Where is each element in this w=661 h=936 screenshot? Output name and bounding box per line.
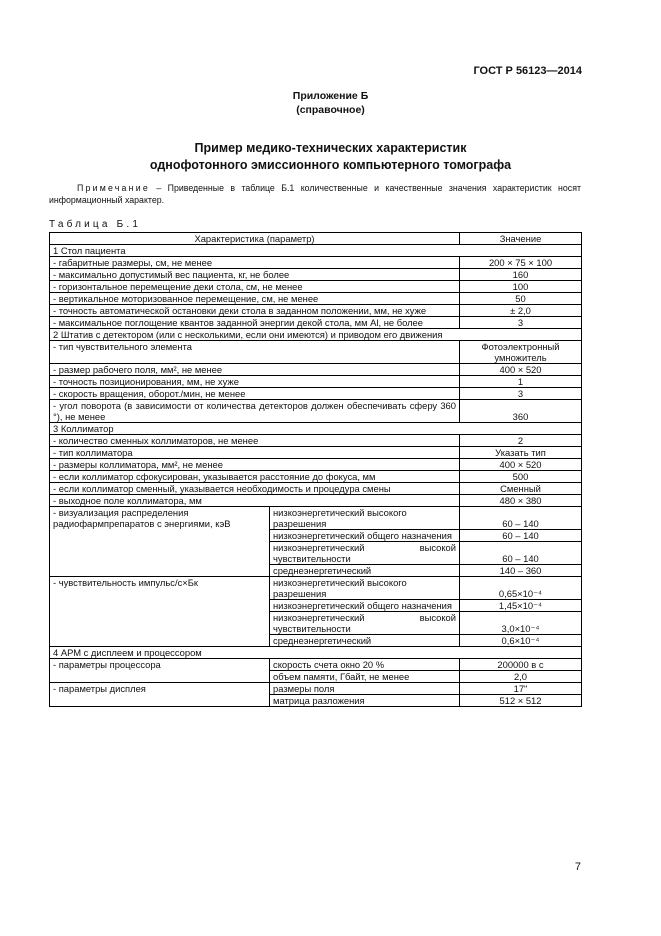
table-row — [50, 659, 582, 671]
value-cell: 160 — [460, 269, 582, 281]
sub-param-cell: низкоэнергетический общего назначения — [270, 530, 460, 542]
table-row — [50, 447, 582, 459]
header-value: Значение — [460, 233, 582, 245]
table-row — [50, 577, 582, 600]
table-label: Таблица Б.1 — [49, 219, 142, 230]
value-cell: 400 × 520 — [460, 364, 582, 376]
section-title-1: 1 Стол пациента — [50, 245, 582, 257]
table-row — [50, 269, 582, 281]
note-paragraph — [49, 182, 581, 206]
table-row — [50, 293, 582, 305]
param-cell: - скорость вращения, оборот./мин, не менее — [50, 388, 460, 400]
section-title-3: 3 Коллиматор — [50, 423, 582, 435]
title-line-2: однофотонного эмиссионного компьютерного томографа — [149, 158, 512, 172]
value-cell: 200 × 75 × 100 — [460, 257, 582, 269]
param-cell: - максимальное поглощение квантов заданной энергии декой стола, мм Al, не более — [50, 317, 460, 329]
appendix-heading — [0, 89, 661, 117]
section-title-4: 4 АРМ с дисплеем и процессором — [50, 647, 582, 659]
section-row — [50, 423, 582, 435]
value-cell: Фотоэлектронный умножитель — [460, 341, 582, 364]
value-cell: 200000 в с — [460, 659, 582, 671]
table-row — [50, 341, 582, 364]
value-cell: 0,65×10⁻⁴ — [460, 577, 582, 600]
table-row — [50, 435, 582, 447]
param-cell: - максимально допустимый вес пациента, кг, не более — [50, 269, 460, 281]
table-row — [50, 317, 582, 329]
param-cell: - угол поворота (в зависимости от количества детекторов должен обеспечивать сферу 360 °), не менее — [50, 400, 460, 423]
value-cell: 50 — [460, 293, 582, 305]
table-header-row — [50, 233, 582, 245]
param-cell: - точность позиционирования, мм, не хуже — [50, 376, 460, 388]
param-cell: - тип коллиматора — [50, 447, 460, 459]
section-row — [50, 647, 582, 659]
table-row — [50, 257, 582, 269]
sub-param-cell: скорость счета окно 20 % — [270, 659, 460, 671]
appendix-subtitle: (справочное) — [296, 104, 365, 116]
value-cell: 1,45×10⁻⁴ — [460, 600, 582, 612]
table-row — [50, 507, 582, 530]
param-cell: - габаритные размеры, см, не менее — [50, 257, 460, 269]
sub-param-cell: низкоэнергетический высокого разрешения — [270, 577, 460, 600]
sub-param-cell: низкоэнергетический высокой чувствительности — [270, 612, 460, 635]
param-cell: - тип чувствительного элемента — [50, 341, 460, 364]
table-row — [50, 388, 582, 400]
spec-table — [49, 232, 582, 707]
param-cell: - выходное поле коллиматора, мм — [50, 495, 460, 507]
value-cell: 3 — [460, 388, 582, 400]
param-cell-sensitivity: - чувствительность импульс/с×Бк — [50, 577, 270, 647]
param-cell: - горизонтальное перемещение деки стола, см, не менее — [50, 281, 460, 293]
section-row — [50, 329, 582, 341]
value-cell: 360 — [460, 400, 582, 423]
value-cell: 500 — [460, 471, 582, 483]
value-cell: 140 – 360 — [460, 565, 582, 577]
value-cell: 1 — [460, 376, 582, 388]
value-cell: 100 — [460, 281, 582, 293]
value-cell: 60 – 140 — [460, 530, 582, 542]
table-row — [50, 281, 582, 293]
value-cell: 512 × 512 — [460, 695, 582, 707]
param-cell: - количество сменных коллиматоров, не менее — [50, 435, 460, 447]
param-cell-visualization: - визуализация распределения радиофармпрепаратов с энергиями, кэВ — [50, 507, 270, 577]
sub-param-cell: низкоэнергетический высокого разрешения — [270, 507, 460, 530]
section-row — [50, 245, 582, 257]
param-cell: - размеры коллиматора, мм², не менее — [50, 459, 460, 471]
table-row — [50, 305, 582, 317]
title-line-1: Пример медико-технических характеристик — [194, 141, 467, 155]
header-param: Характеристика (параметр) — [50, 233, 460, 245]
sub-param-cell: низкоэнергетический общего назначения — [270, 600, 460, 612]
table-row — [50, 364, 582, 376]
sub-param-cell: матрица разложения — [270, 695, 460, 707]
table-row — [50, 459, 582, 471]
value-cell: 400 × 520 — [460, 459, 582, 471]
value-cell: 2,0 — [460, 671, 582, 683]
param-cell-display: - параметры дисплея — [50, 683, 270, 707]
value-cell: 60 – 140 — [460, 542, 582, 565]
value-cell: Сменный — [460, 483, 582, 495]
note-text: – Приведенные в таблице Б.1 количественные и качественные значения характеристик носят информационный характер. — [49, 183, 581, 205]
sub-param-cell: размеры поля — [270, 683, 460, 695]
sub-param-cell: низкоэнергетический высокой чувствительности — [270, 542, 460, 565]
value-cell: 2 — [460, 435, 582, 447]
note-label: Примечание — [77, 183, 150, 193]
appendix-title: Приложение Б — [292, 90, 369, 102]
param-cell: - размер рабочего поля, мм², не менее — [50, 364, 460, 376]
param-cell: - если коллиматор сфокусирован, указывается расстояние до фокуса, мм — [50, 471, 460, 483]
table-row — [50, 483, 582, 495]
value-cell: 480 × 380 — [460, 495, 582, 507]
value-cell: 3 — [460, 317, 582, 329]
param-cell: - точность автоматической остановки деки стола в заданном положении, мм, не хуже — [50, 305, 460, 317]
param-cell-processor: - параметры процессора — [50, 659, 270, 683]
value-cell: 60 – 140 — [460, 507, 582, 530]
table-row — [50, 400, 582, 423]
value-cell: ± 2,0 — [460, 305, 582, 317]
value-cell: 0,6×10⁻⁴ — [460, 635, 582, 647]
table-row — [50, 683, 582, 695]
page-number: 7 — [574, 861, 581, 873]
table-row — [50, 495, 582, 507]
param-cell: - вертикальное моторизованное перемещение, см, не менее — [50, 293, 460, 305]
param-cell: - если коллиматор сменный, указывается необходимость и процедура смены — [50, 483, 460, 495]
value-cell: 3,0×10⁻⁴ — [460, 612, 582, 635]
document-title — [0, 140, 661, 174]
sub-param-cell: среднеэнергетический — [270, 565, 460, 577]
section-title-2: 2 Штатив с детектором (или с несколькими, если они имеются) и приводом его движения — [50, 329, 582, 341]
value-cell: Указать тип — [460, 447, 582, 459]
table-row — [50, 471, 582, 483]
sub-param-cell: объем памяти, Гбайт, не менее — [270, 671, 460, 683]
value-cell: 17" — [460, 683, 582, 695]
table-row — [50, 376, 582, 388]
standard-number: ГОСТ Р 56123—2014 — [473, 65, 582, 77]
sub-param-cell: среднеэнергетический — [270, 635, 460, 647]
